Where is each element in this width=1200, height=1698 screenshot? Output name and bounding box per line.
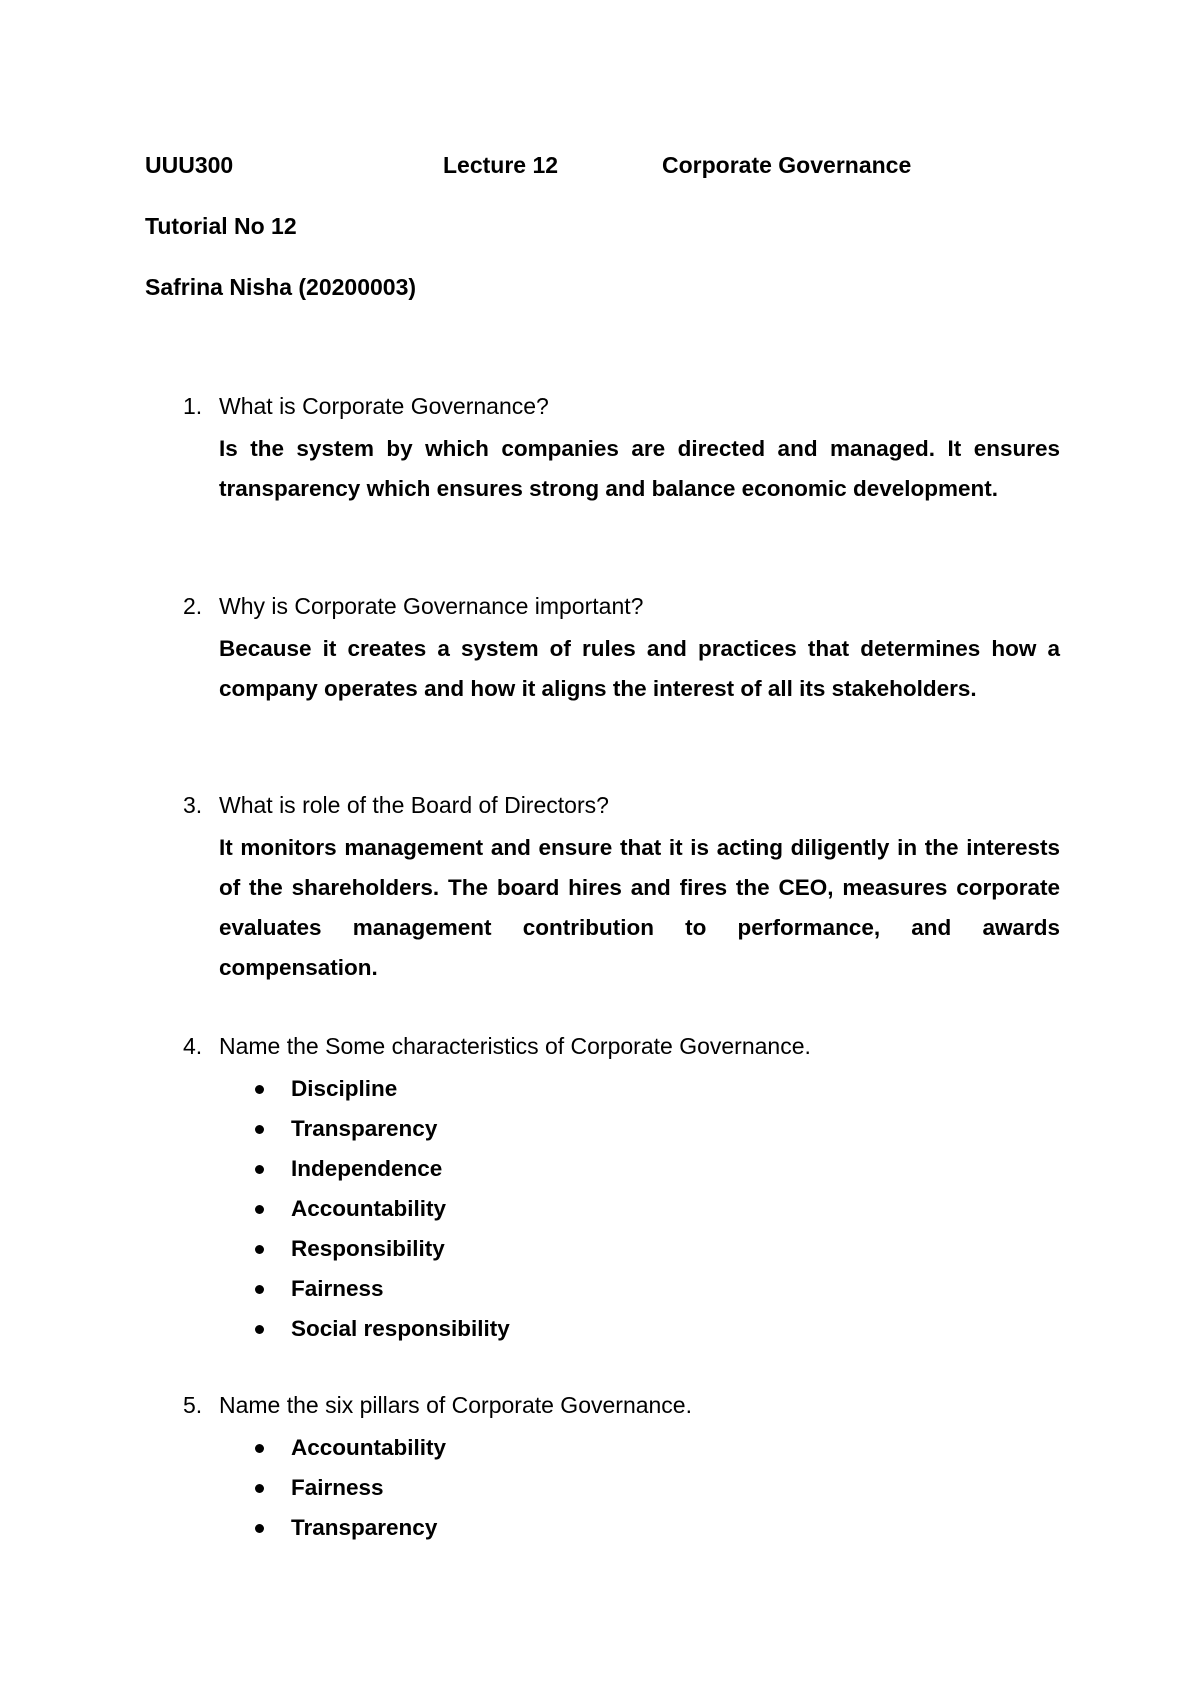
list-item-text: Accountability bbox=[291, 1435, 447, 1460]
list-item bbox=[219, 1508, 446, 1548]
list-item bbox=[219, 1428, 446, 1468]
question-number: 1. bbox=[183, 393, 203, 419]
list-item bbox=[219, 1309, 510, 1349]
bullet-icon bbox=[255, 1484, 264, 1493]
lecture-topic: Corporate Governance bbox=[662, 152, 912, 178]
bullet-icon bbox=[255, 1085, 264, 1094]
bullet-icon bbox=[255, 1285, 264, 1294]
question-text: Why is Corporate Governance important? bbox=[219, 593, 644, 619]
list-item bbox=[219, 1149, 510, 1189]
list-item-text: Fairness bbox=[291, 1475, 384, 1500]
question-text: Name the Some characteristics of Corporate Governance. bbox=[219, 1033, 811, 1059]
list-item bbox=[219, 1109, 510, 1149]
question-number: 4. bbox=[183, 1033, 203, 1059]
bullet-icon bbox=[255, 1325, 264, 1334]
bullet-icon bbox=[255, 1524, 264, 1533]
list-item bbox=[219, 1468, 446, 1508]
bullet-icon bbox=[255, 1165, 264, 1174]
answer-text: Because it creates a system of rules and practices that determines how a company operates and how it aligns the interest of all its stakeholders. bbox=[219, 636, 1060, 701]
lecture-number: Lecture 12 bbox=[443, 152, 559, 178]
question-text: What is role of the Board of Directors? bbox=[219, 792, 609, 818]
list-item-text: Accountability bbox=[291, 1196, 447, 1221]
bullet-icon bbox=[255, 1125, 264, 1134]
list-item bbox=[219, 1269, 510, 1309]
list-item-text: Transparency bbox=[291, 1116, 438, 1141]
answer-text: It monitors management and ensure that it is acting diligently in the interests of the shareholders. The board hires and fires the CEO, measures corporate evaluates management contribution to performance, and awards compensation. bbox=[219, 835, 1060, 980]
list-item bbox=[219, 1189, 510, 1229]
document-header bbox=[145, 148, 1045, 182]
bullet-icon bbox=[255, 1245, 264, 1254]
characteristics-list bbox=[219, 1069, 510, 1349]
list-item-text: Responsibility bbox=[291, 1236, 445, 1261]
list-item-text: Social responsibility bbox=[291, 1316, 510, 1341]
pillars-list bbox=[219, 1428, 446, 1548]
course-code: UUU300 bbox=[145, 152, 234, 178]
list-item-text: Discipline bbox=[291, 1076, 398, 1101]
list-item-text: Fairness bbox=[291, 1276, 384, 1301]
bullet-icon bbox=[255, 1205, 264, 1214]
list-item bbox=[219, 1069, 510, 1109]
list-item-text: Transparency bbox=[291, 1515, 438, 1540]
tutorial-number: Tutorial No 12 bbox=[145, 213, 297, 239]
question-number: 3. bbox=[183, 792, 203, 818]
bullet-icon bbox=[255, 1444, 264, 1453]
student-name: Safrina Nisha (20200003) bbox=[145, 274, 417, 300]
answer-text: Is the system by which companies are directed and managed. It ensures transparency which ensures strong and balance economic development. bbox=[219, 436, 1060, 501]
list-item bbox=[219, 1229, 510, 1269]
question-text: Name the six pillars of Corporate Governance. bbox=[219, 1392, 692, 1418]
list-item-text: Independence bbox=[291, 1156, 443, 1181]
question-number: 5. bbox=[183, 1392, 203, 1418]
question-text: What is Corporate Governance? bbox=[219, 393, 549, 419]
question-number: 2. bbox=[183, 593, 203, 619]
